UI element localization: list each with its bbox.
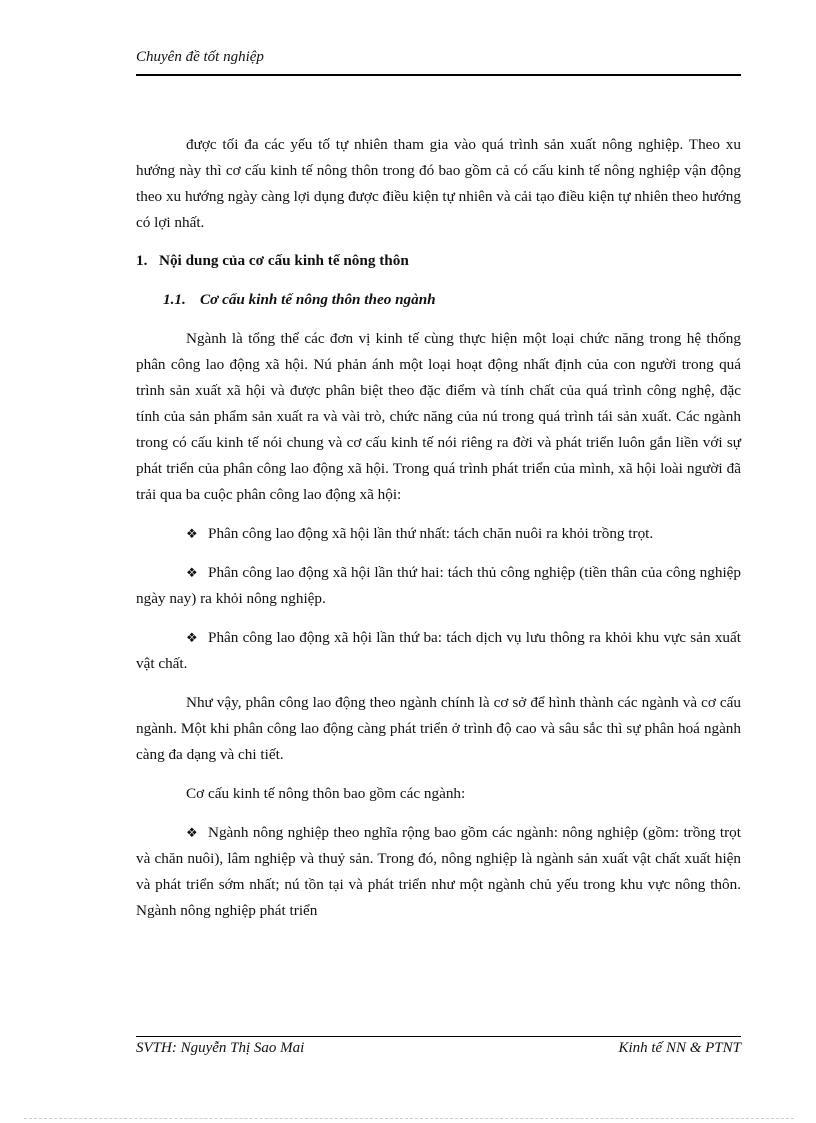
section-heading-1 xyxy=(136,248,741,274)
subsection-heading-1-1 xyxy=(136,287,741,313)
diamond-bullet-icon: ❖ xyxy=(186,825,198,840)
footer-author: SVTH: Nguyễn Thị Sao Mai xyxy=(136,1040,305,1056)
bullet-text: Phân công lao động xã hội lần thứ hai: tách thủ công nghiệp (tiền thân của công nghiệp ngày nay) ra khỏi nông nghiệp. xyxy=(136,564,741,607)
subsection-title: Cơ cấu kinh tế nông thôn theo ngành xyxy=(200,291,436,308)
page-edge-divider xyxy=(24,1118,794,1119)
bullet-text: Phân công lao động xã hội lần thứ nhất: tách chăn nuôi ra khỏi trồng trọt. xyxy=(208,525,654,542)
page-footer xyxy=(136,1036,741,1067)
diamond-bullet-icon: ❖ xyxy=(186,526,198,541)
bullet-text: Phân công lao động xã hội lần thứ ba: tách dịch vụ lưu thông ra khỏi khu vực sản xuất vật chất. xyxy=(136,629,741,672)
diamond-bullet-icon: ❖ xyxy=(186,565,198,580)
bullet-text: Ngành nông nghiệp theo nghĩa rộng bao gồm các ngành: nông nghiệp (gồm: trồng trọt và chăn nuôi), lâm nghiệp và thuỷ sản. Trong đó, nông nghiệp là ngành sản xuất vật chất xuất hiện và phát triển sớm nhất; nú tồn tại và phát triển như một ngành chủ yếu trong khu vực nông thôn. Ngành nông nghiệp phát triển xyxy=(136,824,741,919)
subsection-number: 1.1. xyxy=(163,291,186,308)
diamond-bullet-icon: ❖ xyxy=(186,630,198,645)
paragraph-sectors-intro: Cơ cấu kinh tế nông thôn bao gồm các ngành: xyxy=(186,785,466,802)
paragraph-sectors: Ngành là tổng thể các đơn vị kinh tế cùng thực hiện một loại chức năng trong hệ thống phân công lao động xã hội. Nú phản ánh một loại hoạt động nhất định của con người trong quá trình sản xuất xã hội và được phân biệt theo đặc điểm và tính chất của quá trình công nghệ, đặc tính của sản phẩm sản xuất ra và vài trò, chức năng của nú trong quá trình tái sản xuất. Các ngành trong có cấu kinh tế nói chung và cơ cấu kinh tế nói riêng ra đời và phát triển luôn gắn liền với sự phát triển của phân công lao động xã hội. Trong quá trình phát triển của mình, xã hội loài người đã trải qua ba cuộc phân công lao động xã hội: xyxy=(136,330,741,503)
paragraph-division: Như vậy, phân công lao động theo ngành chính là cơ sở để hình thành các ngành và cơ cấu ngành. Một khi phân công lao động càng phát triển ở trình độ cao và sâu sắc thì sự phân hoá ngành càng đa dạng và chi tiết. xyxy=(136,694,741,763)
footer-department: Kinh tế NN & PTNT xyxy=(618,1040,741,1056)
bullet-item xyxy=(136,560,741,612)
section-title: Nội dung của cơ cấu kinh tế nông thôn xyxy=(159,252,409,269)
document-body xyxy=(136,132,741,924)
intro-paragraph: được tối đa các yếu tố tự nhiên tham gia vào quá trình sản xuất nông nghiệp. Theo xu hướng này thì cơ cấu kinh tế nông thôn trong đó bao gồm cả có cấu kinh tế nông nghiệp vận động theo xu hướng ngày càng lợi dụng được điều kiện tự nhiên và cải tạo điều kiện tự nhiên theo hướng có lợi nhất. xyxy=(136,136,741,231)
bullet-item xyxy=(136,625,741,677)
page-header xyxy=(136,48,741,76)
bullet-item xyxy=(136,521,741,547)
section-number: 1. xyxy=(136,252,148,269)
bullet-item xyxy=(136,820,741,924)
header-title: Chuyên đề tốt nghiệp xyxy=(136,49,264,65)
